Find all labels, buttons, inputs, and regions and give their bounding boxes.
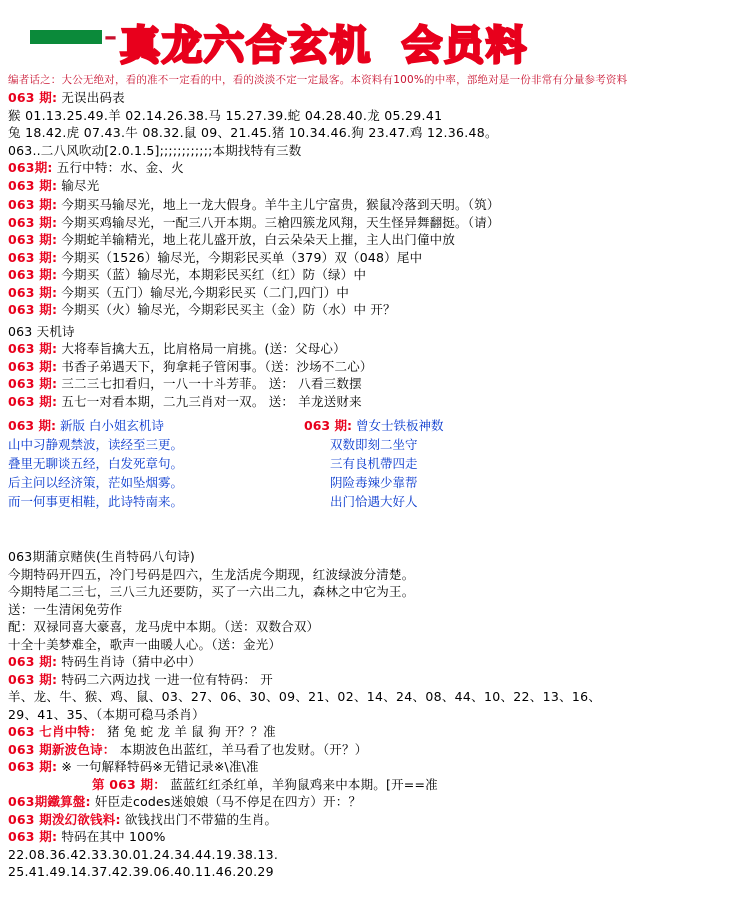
inside-code-label: 063 期:: [8, 829, 58, 844]
tianji-line: [8, 358, 744, 376]
poem-right-line: 双数即刻二坐守: [330, 437, 418, 452]
tail-number-row: 25.41.49.14.37.42.39.06.40.11.46.20.29: [8, 864, 274, 879]
find-code-numbers: 29、41、35、（本期可稳马杀肖）: [8, 706, 205, 722]
page-body: [0, 89, 744, 881]
find-code-label: 063 期:: [8, 671, 58, 687]
wave-color-text: 本期波色出蓝红，羊马看了也发财。（开？）: [119, 741, 368, 757]
forecast-text: 今期买（五门）输尽光,今期彩民买（二门,四门）中: [61, 284, 350, 300]
forecast-label: 063 期:: [8, 249, 58, 265]
free-line: 配：双禄同喜大豪喜，龙马虎中本期。（送：双数合双）: [8, 619, 320, 634]
iron-abacus-label: 063期鐵算盤:: [8, 794, 91, 809]
forecast-line: [8, 249, 744, 267]
wave-color-line: [8, 741, 744, 759]
forecast-label: 063 期:: [8, 232, 58, 247]
tianji-label: 063 期:: [8, 393, 58, 409]
poem-right-line: 出门恰遇大好人: [330, 494, 418, 509]
dudu-line: 今期特码开四五，冷门号码是四六，生龙活虎今期现，红波绿波分清楚。: [8, 566, 415, 582]
seven-zodiac-text: 猪 兔 蛇 龙 羊 鼠 狗 开？？准: [106, 724, 276, 739]
poem-left-line: 叠里无聊谈五经，白发死章句。: [8, 456, 184, 471]
poem-right-column: [304, 416, 564, 511]
zodiac-row: 猴 01.13.25.49.羊 02.14.26.38.马 15.27.39.蛇 04.28.40.龙 05.29.41: [8, 107, 443, 123]
forecast-text: 今期买鸡输尽光，一配三八开本期。三槍四簇龙风翔，天生怪异舞翻挺。（请）: [61, 214, 500, 230]
forecast-text: 今期买（火）输尽光，今期彩民买主（金）防（水）中 开？: [61, 302, 396, 317]
five-elements-label: 063期:: [8, 160, 53, 175]
header-green-bar: [30, 30, 102, 44]
section-title: 无误出码表: [61, 90, 125, 105]
section-exhaust-light: [8, 177, 744, 195]
forecast-line: [8, 231, 744, 249]
forecast-text: 今期买（蓝）输尽光，本期彩民买红（红）防（绿）中: [61, 267, 367, 282]
poem-left-line: 而一何事更相鞋，此诗特南来。: [8, 494, 184, 509]
inside-code-text: 特码在其中 100%: [61, 829, 166, 844]
dudu-line: 今期特尾二三七，三八三九还要防，买了一六出二九，森林之中它为王。: [8, 584, 415, 599]
note-line: [8, 758, 744, 776]
forecast-text: 今期买（1526）输尽光，今期彩民买单（379）双（048）尾中: [61, 249, 423, 265]
find-code-numbers: 羊、龙、牛、猴、鸡、鼠、03、27、06、30、09、21、02、14、24、08、44、10、22、13、16、: [8, 689, 602, 704]
tail-number-row: 22.08.36.42.33.30.01.24.34.44.19.38.13.: [8, 846, 279, 862]
iron-heading-line: [8, 776, 744, 794]
forecast-text: 今期蛇羊输精光，地上花儿盛开放，白云朵朵天上摧，主人出门僮中放: [61, 232, 456, 247]
page-header: [0, 0, 744, 72]
tianji-label: 063 期:: [8, 341, 58, 356]
tianji-text: 书香子弟遇天下，狗拿耗子管闲事。（送：沙场不二心）: [61, 358, 373, 374]
forecast-line: [8, 266, 744, 284]
editor-note: 编者话之：大公无绝对，看的准不一定看的中，看的淡淡不定一定最客。本资料有100%的中率，部绝对是一份非常有分量参考资料: [8, 74, 628, 86]
header-dash-icon: –: [104, 22, 117, 52]
note-text: ※ 一句解释特码※无错记录※\准\准: [61, 759, 259, 774]
tianji-text: 三二三七扣看归，一八一十斗芳菲。 送： 八看三数摆: [61, 376, 362, 391]
forecast-line: [8, 214, 744, 232]
forecast-line: [8, 284, 744, 302]
poem-right-heading: [304, 416, 564, 435]
iron-abacus-text: 奸臣走codes迷娘娘（马不停足在四方）开：？: [94, 794, 362, 809]
section-dudu-heading: 063期蒲京赌侠(生肖特码八句诗): [8, 549, 196, 564]
wave-color-label: 063 期新波色诗：: [8, 741, 116, 757]
page-title-suffix: 会员料: [402, 23, 528, 69]
poem-left-line: 后主问以经济策，茫如坠烟雾。: [8, 475, 184, 490]
wind-blow-line: 063..二八风吹动[2.0.1.5];;;;;;;;;;;;本期找特有三数: [8, 142, 302, 158]
special-poem-text: 特码生肖诗（猜中必中）: [61, 654, 202, 669]
poem-right-line: 三有良机帶四走: [330, 456, 418, 471]
greed-money-line: [8, 811, 744, 829]
poem-right-line: 阴险毒辣少靠帮: [330, 475, 418, 490]
forecast-label: 063 期:: [8, 302, 58, 317]
forecast-text: 今期买马输尽光，地上一龙大假身。羊牛主儿宁富贵，猴鼠冷落到天明。（筑）: [61, 197, 500, 212]
free-line: 送：一生清闲免劳作: [8, 601, 123, 617]
find-code-line: [8, 671, 744, 689]
poem-left-line: 山中习静观禁波，读经至三更。: [8, 437, 184, 452]
inside-code-line: [8, 828, 744, 846]
five-elements-text: 五行中特：水、金、火: [56, 160, 184, 175]
iron-heading-text: 蓝蓝红红杀红单，羊狗鼠鸡来中本期。[开==准: [170, 776, 438, 792]
poem-two-column-block: [8, 416, 744, 548]
forecast-label: 063 期:: [8, 267, 58, 282]
poem-left-label: 063 期:: [8, 418, 56, 433]
note-label: 063 期:: [8, 759, 58, 774]
five-elements-line: [8, 159, 744, 177]
seven-zodiac-label: 063 七肖中特：: [8, 724, 103, 739]
greed-money-text: 欲钱找出门不带猫的生肖。: [124, 811, 278, 827]
tianji-line: [8, 393, 744, 411]
section-title: 输尽光: [61, 177, 100, 193]
find-code-text: 特码二六两边找 一进一位有特码： 开: [61, 671, 273, 687]
forecast-line: [8, 301, 744, 319]
section-no-error-table: [8, 89, 744, 107]
forecast-label: 063 期:: [8, 197, 58, 212]
tianji-text: 大将奉旨擒大五，比肩格局一肩挑。(送：父母心）: [61, 341, 346, 356]
section-label: 063 期:: [8, 177, 58, 193]
poem-left-heading: [8, 416, 308, 435]
iron-heading-label: 第 063 期：: [92, 776, 166, 792]
iron-abacus-line: [8, 793, 744, 811]
page-title: 真龙六合玄机: [120, 23, 372, 69]
tianji-line: [8, 375, 744, 393]
free-line: 十全十美梦难全，歌声一曲暖人心。（送：金光）: [8, 636, 282, 652]
poem-right-label: 063 期:: [304, 418, 352, 433]
poem-right-title: 曾女士铁板神数: [355, 418, 444, 433]
seven-zodiac-line: [8, 723, 744, 741]
tianji-label: 063 期:: [8, 376, 58, 391]
special-poem-label: 063 期:: [8, 654, 58, 669]
section-tianji-poem: 063 天机诗: [8, 323, 75, 339]
section-label: 063 期:: [8, 90, 58, 105]
forecast-line: [8, 196, 744, 214]
tianji-label: 063 期:: [8, 358, 58, 374]
forecast-label: 063 期:: [8, 214, 58, 230]
poem-left-column: [8, 416, 308, 511]
forecast-label: 063 期:: [8, 284, 58, 300]
tianji-line: [8, 340, 744, 358]
special-poem-line: [8, 653, 744, 671]
greed-money-label: 063 期泼幻欲钱料:: [8, 811, 121, 827]
poem-left-title: 新版 白小姐玄机诗: [59, 418, 164, 433]
tianji-text: 五七一对看本期，二九三肖对一双。 送： 羊龙送财来: [61, 393, 362, 409]
zodiac-row: 兔 18.42.虎 07.43.牛 08.32.鼠 09、21.45.猪 10.34.46.狗 23.47.鸡 12.36.48。: [8, 125, 498, 140]
